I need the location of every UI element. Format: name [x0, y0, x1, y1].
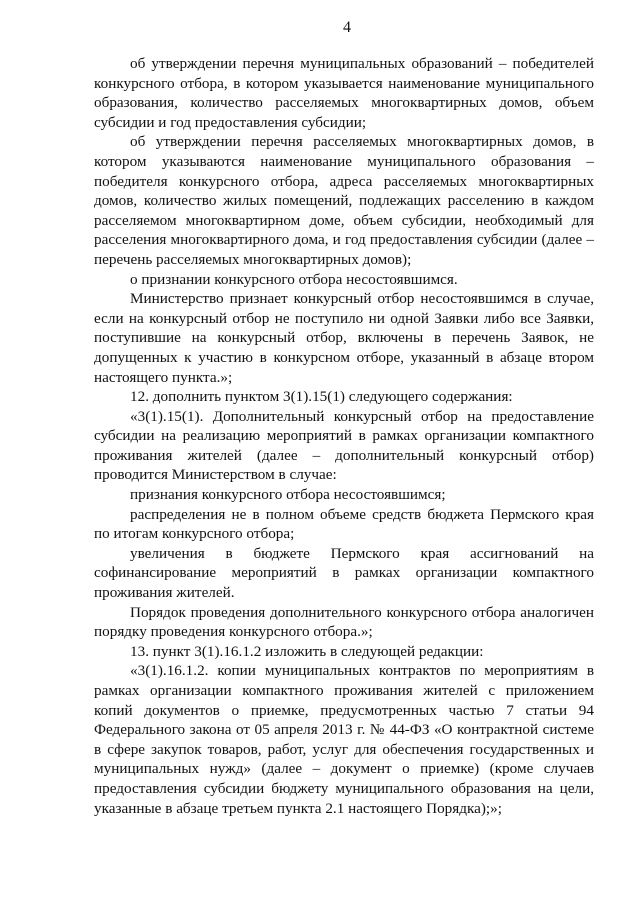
- paragraph: 12. дополнить пунктом 3(1).15(1) следующего содержания:: [130, 388, 513, 406]
- page-number: 4: [343, 19, 351, 36]
- paragraph: Министерство признает конкурсный отбор несостоявшимся в случае, если на конкурсный отбор не поступило ни одной Заявки либо все Заявки, поступившие на конкурсный отбор, включены в перечень Заявок, не допущенных к участию в конкурсном отборе, указанный в абзаце втором настоящего пункта.»;: [94, 290, 594, 386]
- paragraph: о признании конкурсного отбора несостоявшимся.: [130, 270, 458, 288]
- paragraph: об утверждении перечня муниципальных образований – победителей конкурсного отбора, в котором указывается наименование муниципального образования, количество расселяемых многоквартирных домов, объем субсидии и год предоставления субсидии;: [94, 55, 594, 131]
- paragraph: увеличения в бюджете Пермского края ассигнований на софинансирование мероприятий в рамках организации компактного проживания жителей.: [94, 544, 594, 602]
- paragraph: об утверждении перечня расселяемых многоквартирных домов, в котором указываются наименование муниципального образования – победителя конкурсного отбора, адреса расселяемых многоквартирных домов, количество жилых помещений, подлежащих расселению в каждом расселяемом многоквартирном доме, объем субсидии, необходимый для расселения многоквартирного дома, и год предоставления субсидии (далее – перечень расселяемых многоквартирных домов);: [94, 133, 594, 268]
- document-body: [94, 54, 594, 818]
- paragraph: 13. пункт 3(1).16.1.2 изложить в следующей редакции:: [130, 642, 484, 660]
- paragraph: Порядок проведения дополнительного конкурсного отбора аналогичен порядку проведения конкурсного отбора.»;: [94, 603, 594, 641]
- paragraph: распределения не в полном объеме средств бюджета Пермского края по итогам конкурсного отбора;: [94, 505, 594, 543]
- paragraph: «3(1).16.1.2. копии муниципальных контрактов по мероприятиям в рамках организации компактного проживания жителей с приложением копий документов о приемке, предусмотренных частью 7 статьи 94 Федерального закона от 05 апреля 2013 г. № 44-ФЗ «О контрактной системе в сфере закупок товаров, работ, услуг для обеспечения государственных и муниципальных нужд» (далее – документ о приемке) (кроме случаев предоставления субсидии бюджету муниципального образования на цели, указанные в абзаце третьем пункта 2.1 настоящего Порядка);»;: [94, 662, 594, 817]
- paragraph: признания конкурсного отбора несостоявшимся;: [130, 486, 446, 504]
- paragraph: «3(1).15(1). Дополнительный конкурсный отбор на предоставление субсидии на реализацию мероприятий в рамках организации компактного проживания жителей (далее – дополнительный конкурсный отбор) проводится Министерством в случае:: [94, 407, 594, 484]
